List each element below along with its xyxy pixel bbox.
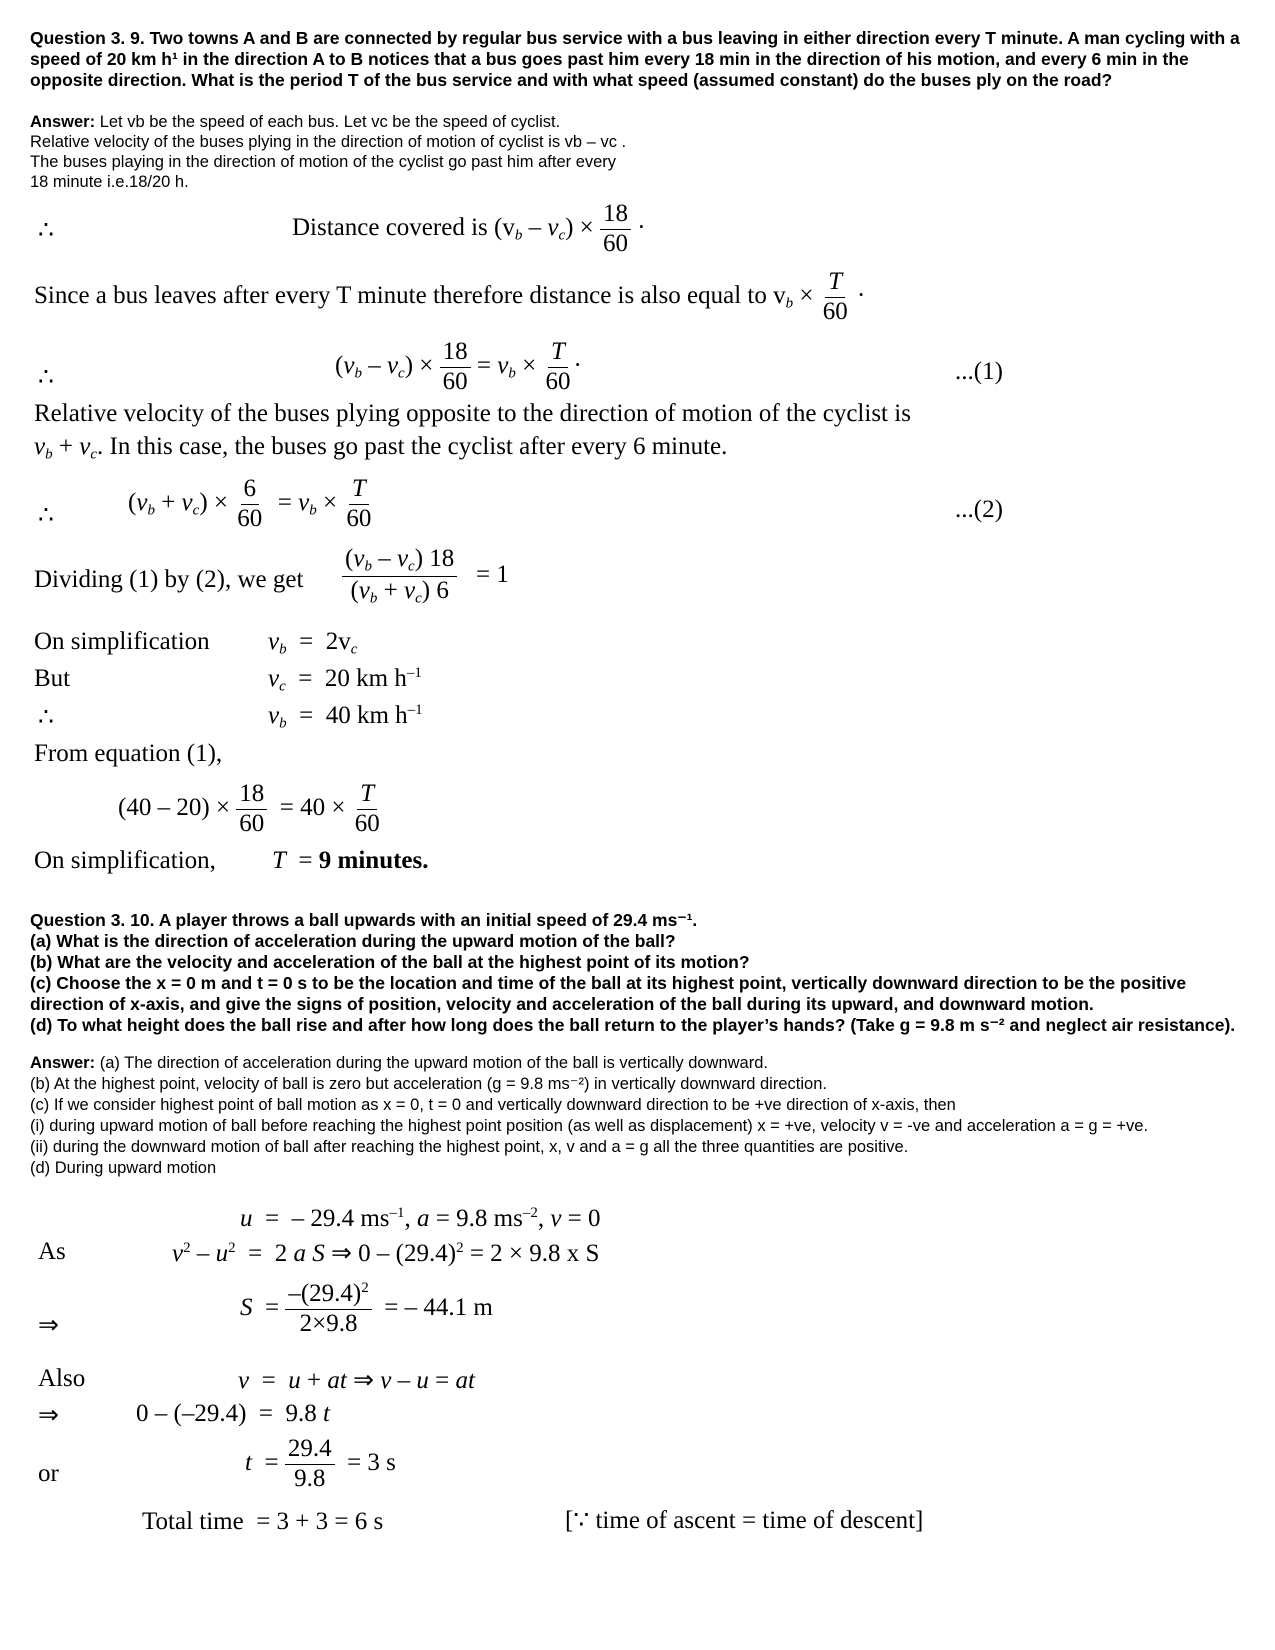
equation-2-tag: ...(2) bbox=[955, 496, 1003, 523]
distance-equation: Distance covered is (vb – vc) × $\frac{18}{60}$ · bbox=[292, 200, 646, 257]
or-label: or bbox=[38, 1460, 59, 1487]
answer-b: (b) At the highest point, velocity of ball is zero but acceleration (g = 9.8 ms⁻²) in vertically downward direction. bbox=[30, 1075, 827, 1093]
therefore-symbol: ∴ bbox=[38, 704, 54, 731]
frac-num: 29.4 bbox=[285, 1435, 335, 1465]
dividing-result: 1 bbox=[496, 560, 509, 588]
total-time bbox=[142, 1508, 383, 1536]
therefore-symbol: ∴ bbox=[38, 502, 54, 529]
answer-a: (a) The direction of acceleration during the upward motion of the ball is vertically downward. bbox=[95, 1054, 768, 1072]
answer-c-ii: (ii) during the downward motion of ball after reaching the highest point, x, v and a = g all the three quantities are positive. bbox=[30, 1138, 909, 1156]
s-equation: S = $\frac{-(29.4)^2}{2\times 9.8}$ = – 44.1 m bbox=[240, 1280, 493, 1337]
t-result: T = 9 minutes. bbox=[272, 847, 429, 874]
substituted-velocity: 0 – (–29.4) = 9.8 t bbox=[136, 1400, 330, 1427]
therefore-symbol: ∴ bbox=[38, 364, 54, 391]
vb-value: $v_b = 40$ km $h^{-1}$ bbox=[268, 702, 423, 732]
from-equation-1-label: From equation (1), bbox=[34, 740, 223, 767]
frac-num: 18 bbox=[440, 338, 471, 368]
since-equation: Since a bus leaves after every T minute therefore distance is also equal to vb × $\frac{T}{60}$ · bbox=[34, 268, 866, 325]
frac-den: 60 bbox=[603, 229, 629, 257]
t-equation: t = $\frac{29.4}{9.8}$ = 3 s bbox=[245, 1435, 396, 1492]
question-3-10 bbox=[30, 910, 1255, 1036]
s-result: = – 44.1 m bbox=[384, 1293, 493, 1321]
answer-label: Answer: bbox=[30, 113, 96, 131]
vb-equals-2vc: $v_b = 2v_c$ bbox=[268, 628, 358, 658]
since-text: Since a bus leaves after every T minute therefore distance is also equal to v bbox=[34, 281, 786, 309]
vb-text: 40 km h bbox=[325, 702, 408, 729]
frac-num: 18 bbox=[236, 780, 267, 810]
equation-2: $(v_b + v_c)$ × $\frac{6}{60}$ = $v_b$ × $\frac{T}{60}$ bbox=[128, 475, 374, 534]
dividing-text: Dividing (1) by (2), we get bbox=[34, 566, 304, 593]
frac-den: 9.8 bbox=[294, 1464, 326, 1492]
frac-den: 60 bbox=[237, 504, 263, 532]
question-part-a: (a) What is the direction of acceleration during the upward motion of the ball? bbox=[30, 931, 676, 951]
as-label: As bbox=[38, 1238, 66, 1265]
frac-num: T bbox=[828, 268, 843, 295]
answer-c: (c) If we consider highest point of ball motion as x = 0, t = 0 and vertically downward direction to be +ve direction of x-axis, then bbox=[30, 1096, 956, 1114]
total-label: Total time bbox=[142, 1508, 244, 1535]
answer-line-4: 18 minute i.e.18/20 h. bbox=[30, 173, 189, 191]
question-part-d: (d) To what height does the ball rise and after how long does the ball return to the player’s hands? (Take g = 9.8 m s⁻² and neglect air resistance). bbox=[30, 1015, 1236, 1035]
t-result: = 3 s bbox=[347, 1448, 396, 1476]
question-title: Question 3. 10. A player throws a ball upwards with an initial speed of 29.4 ms⁻¹. bbox=[30, 910, 698, 930]
question-part-b: (b) What are the velocity and acceleration of the ball at the highest point of its motion? bbox=[30, 952, 750, 972]
frac-num: 6 bbox=[241, 475, 260, 505]
distance-text: Distance covered is (v bbox=[292, 213, 515, 241]
on-simplification-label: On simplification bbox=[34, 628, 210, 655]
relative-opposite-text: In this case, the buses go past the cyclist after every 6 minute. bbox=[109, 433, 728, 460]
frac-den: 60 bbox=[354, 809, 380, 837]
but-label: But bbox=[34, 665, 71, 692]
question-part-c: (c) Choose the x = 0 m and t = 0 s to be the location and time of the ball at its highest point, vertically downward direction to be the positive direction of x-axis, and give the signs of position, velocity and acceleration of the ball during its upward, and downward motion. bbox=[30, 973, 1187, 1014]
frac-den: 60 bbox=[442, 367, 468, 395]
question-3-9: Question 3. 9. Two towns A and B are connected by regular bus service with a bus leaving in either direction every T minute. A man cycling with a speed of 20 km h¹ in the direction A to B notices that a bus goes past him every 18 min in the direction of his motion, and every 6 min in the opposite direction. What is the period T of the bus service and with what speed (assumed constant) do the buses ply on the road? bbox=[30, 28, 1240, 90]
vc-value: $v_c = 20$ km $h^{-1}$ bbox=[268, 665, 422, 695]
answer-text: Let vb be the speed of each bus. Let vc be the speed of cyclist. bbox=[95, 113, 561, 131]
dividing-fraction: $\frac{(v_b - v_c) 18}{(v_b + v_c) 6}$ = 1 bbox=[342, 545, 509, 608]
ascent-descent-note: [∵ time of ascent = time of descent] bbox=[565, 1507, 924, 1534]
kinematic-equation: $v^2 - u^2 = 2$ a S ⇒ $0 - (29.4)^2 = 2 \times 9.8$ x S bbox=[172, 1240, 600, 1267]
answer-c-i: (i) during upward motion of ball before reaching the highest point position (as well as displacement) x = +ve, velocity v = -ve and acceleration a = g = +ve. bbox=[30, 1117, 1149, 1135]
vb-expr: 2v bbox=[325, 628, 351, 655]
relative-opposite-line-1: Relative velocity of the buses plying opposite to the direction of motion of the cyclist is bbox=[34, 400, 911, 427]
equation-1: $(v_b - v_c)$ × $\frac{18}{60}$ = $v_b$ × $\frac{T}{60}$ · bbox=[335, 338, 582, 395]
answer-block bbox=[30, 1053, 1255, 1179]
arrow-symbol: ⇒ bbox=[38, 1312, 59, 1339]
velocity-equation: v = u + at ⇒ v – u = at bbox=[238, 1367, 475, 1394]
also-label: Also bbox=[38, 1365, 86, 1392]
frac-den: 60 bbox=[545, 367, 571, 395]
arrow-symbol: ⇒ bbox=[38, 1402, 59, 1429]
relative-opposite-line-2: $v_b + v_c$. In this case, the buses go past the cyclist after every 6 minute. bbox=[34, 433, 728, 463]
answer-label: Answer: bbox=[30, 1054, 96, 1072]
total-value: = 3 + 3 = 6 s bbox=[256, 1508, 384, 1535]
substitution-equation bbox=[118, 780, 383, 839]
on-simplification-label-2: On simplification, bbox=[34, 847, 216, 874]
frac-num: 18 bbox=[600, 200, 631, 230]
frac-den: 60 bbox=[239, 809, 265, 837]
answer-line-3: The buses playing in the direction of motion of the cyclist go past him after every bbox=[30, 153, 617, 171]
answer-line-2: Relative velocity of the buses plying in the direction of motion of cyclist is vb – vc . bbox=[30, 133, 627, 151]
rhs: = 40 × bbox=[279, 793, 346, 821]
lhs: (40 – 20) × bbox=[118, 793, 230, 821]
t-result-value: 9 minutes. bbox=[318, 847, 429, 874]
frac-num: T bbox=[551, 338, 565, 365]
frac-den: 60 bbox=[822, 297, 848, 325]
frac-num: T bbox=[351, 475, 366, 502]
initial-values: u = – 29.4 $ms^{-1}$, a = 9.8 $ms^{-2}$, v = 0 bbox=[240, 1205, 601, 1232]
answer-line-1 bbox=[30, 112, 560, 133]
therefore-symbol: ∴ bbox=[38, 217, 54, 244]
frac-den: 60 bbox=[346, 504, 372, 532]
frac-num: T bbox=[360, 780, 375, 807]
equation-1-tag: ...(1) bbox=[955, 358, 1003, 385]
vc-text: 20 km h bbox=[324, 665, 407, 692]
answer-d: (d) During upward motion bbox=[30, 1159, 217, 1177]
